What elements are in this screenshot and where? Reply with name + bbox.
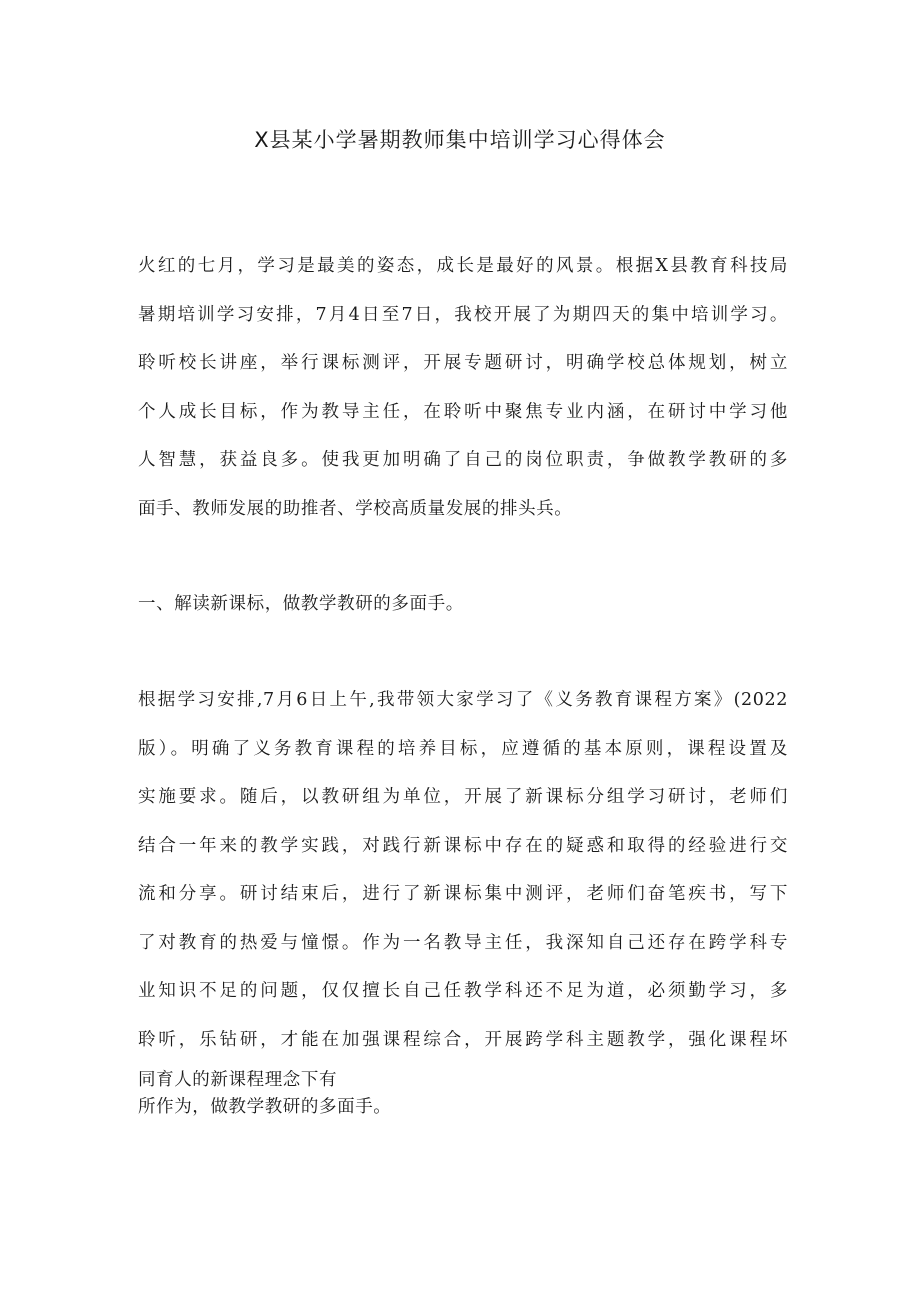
document-title: X县某小学暑期教师集中培训学习心得体会 [254, 128, 666, 152]
section-line: 流和分享。研讨结束后，进行了新课标集中测评，老师们奋笔疾书，写下 [138, 884, 788, 904]
intro-line: 人智慧，获益良多。使我更加明确了自己的岗位职责，争做教学教研的多 [138, 450, 788, 470]
section-line: 版）。明确了义务教育课程的培养目标，应遵循的基本原则，课程设置及 [138, 738, 788, 759]
section-heading-text: 一、解读新课标，做教学教研的多面手。 [138, 594, 464, 614]
section-heading [138, 580, 788, 629]
section-line: 结合一年来的教学实践，对践行新课标中存在的疑惑和取得的经验进行交 [138, 835, 788, 856]
intro-line: 面手、教师发展的助推者、学校高质量发展的排头兵。 [138, 498, 573, 519]
section-line: 聆听，乐钻研，才能在加强课程综合，开展跨学科主题教学，强化课程坏 [138, 1029, 788, 1050]
section-tail-line: 所作为，做教学教研的多面手。 [138, 1097, 392, 1117]
section-line: 业知识不足的问题，仅仅擅长自己任教学科还不足为道，必须勤学习，多 [138, 981, 788, 1001]
section-paragraph [138, 676, 788, 1064]
section-line: 根据学习安排,7月6日上午,我带领大家学习了《义务教育课程方案》(2022 [138, 690, 788, 710]
intro-line: 暑期培训学习安排，7月4日至7日，我校开展了为期四天的集中培训学习。 [138, 304, 788, 325]
intro-line: 火红的七月，学习是最美的姿态，成长是最好的风景。根据X县教育科技局 [138, 256, 788, 276]
intro-line: 聆听校长讲座，举行课标测评，开展专题研讨，明确学校总体规划，树立 [138, 353, 788, 373]
section-paragraph-tail [138, 1067, 391, 1121]
intro-paragraph [138, 242, 788, 533]
intro-line: 个人成长目标，作为教导主任，在聆听中聚焦专业内涵，在研讨中学习他 [138, 401, 788, 422]
section-line: 实施要求。随后，以教研组为单位，开展了新课标分组学习研讨，老师们 [138, 787, 788, 807]
section-line: 了对教育的热爱与憧憬。作为一名教导主任，我深知自己还存在跨学科专 [138, 932, 788, 953]
section-tail-line: 同育人的新课程理念下有 [138, 1070, 338, 1090]
